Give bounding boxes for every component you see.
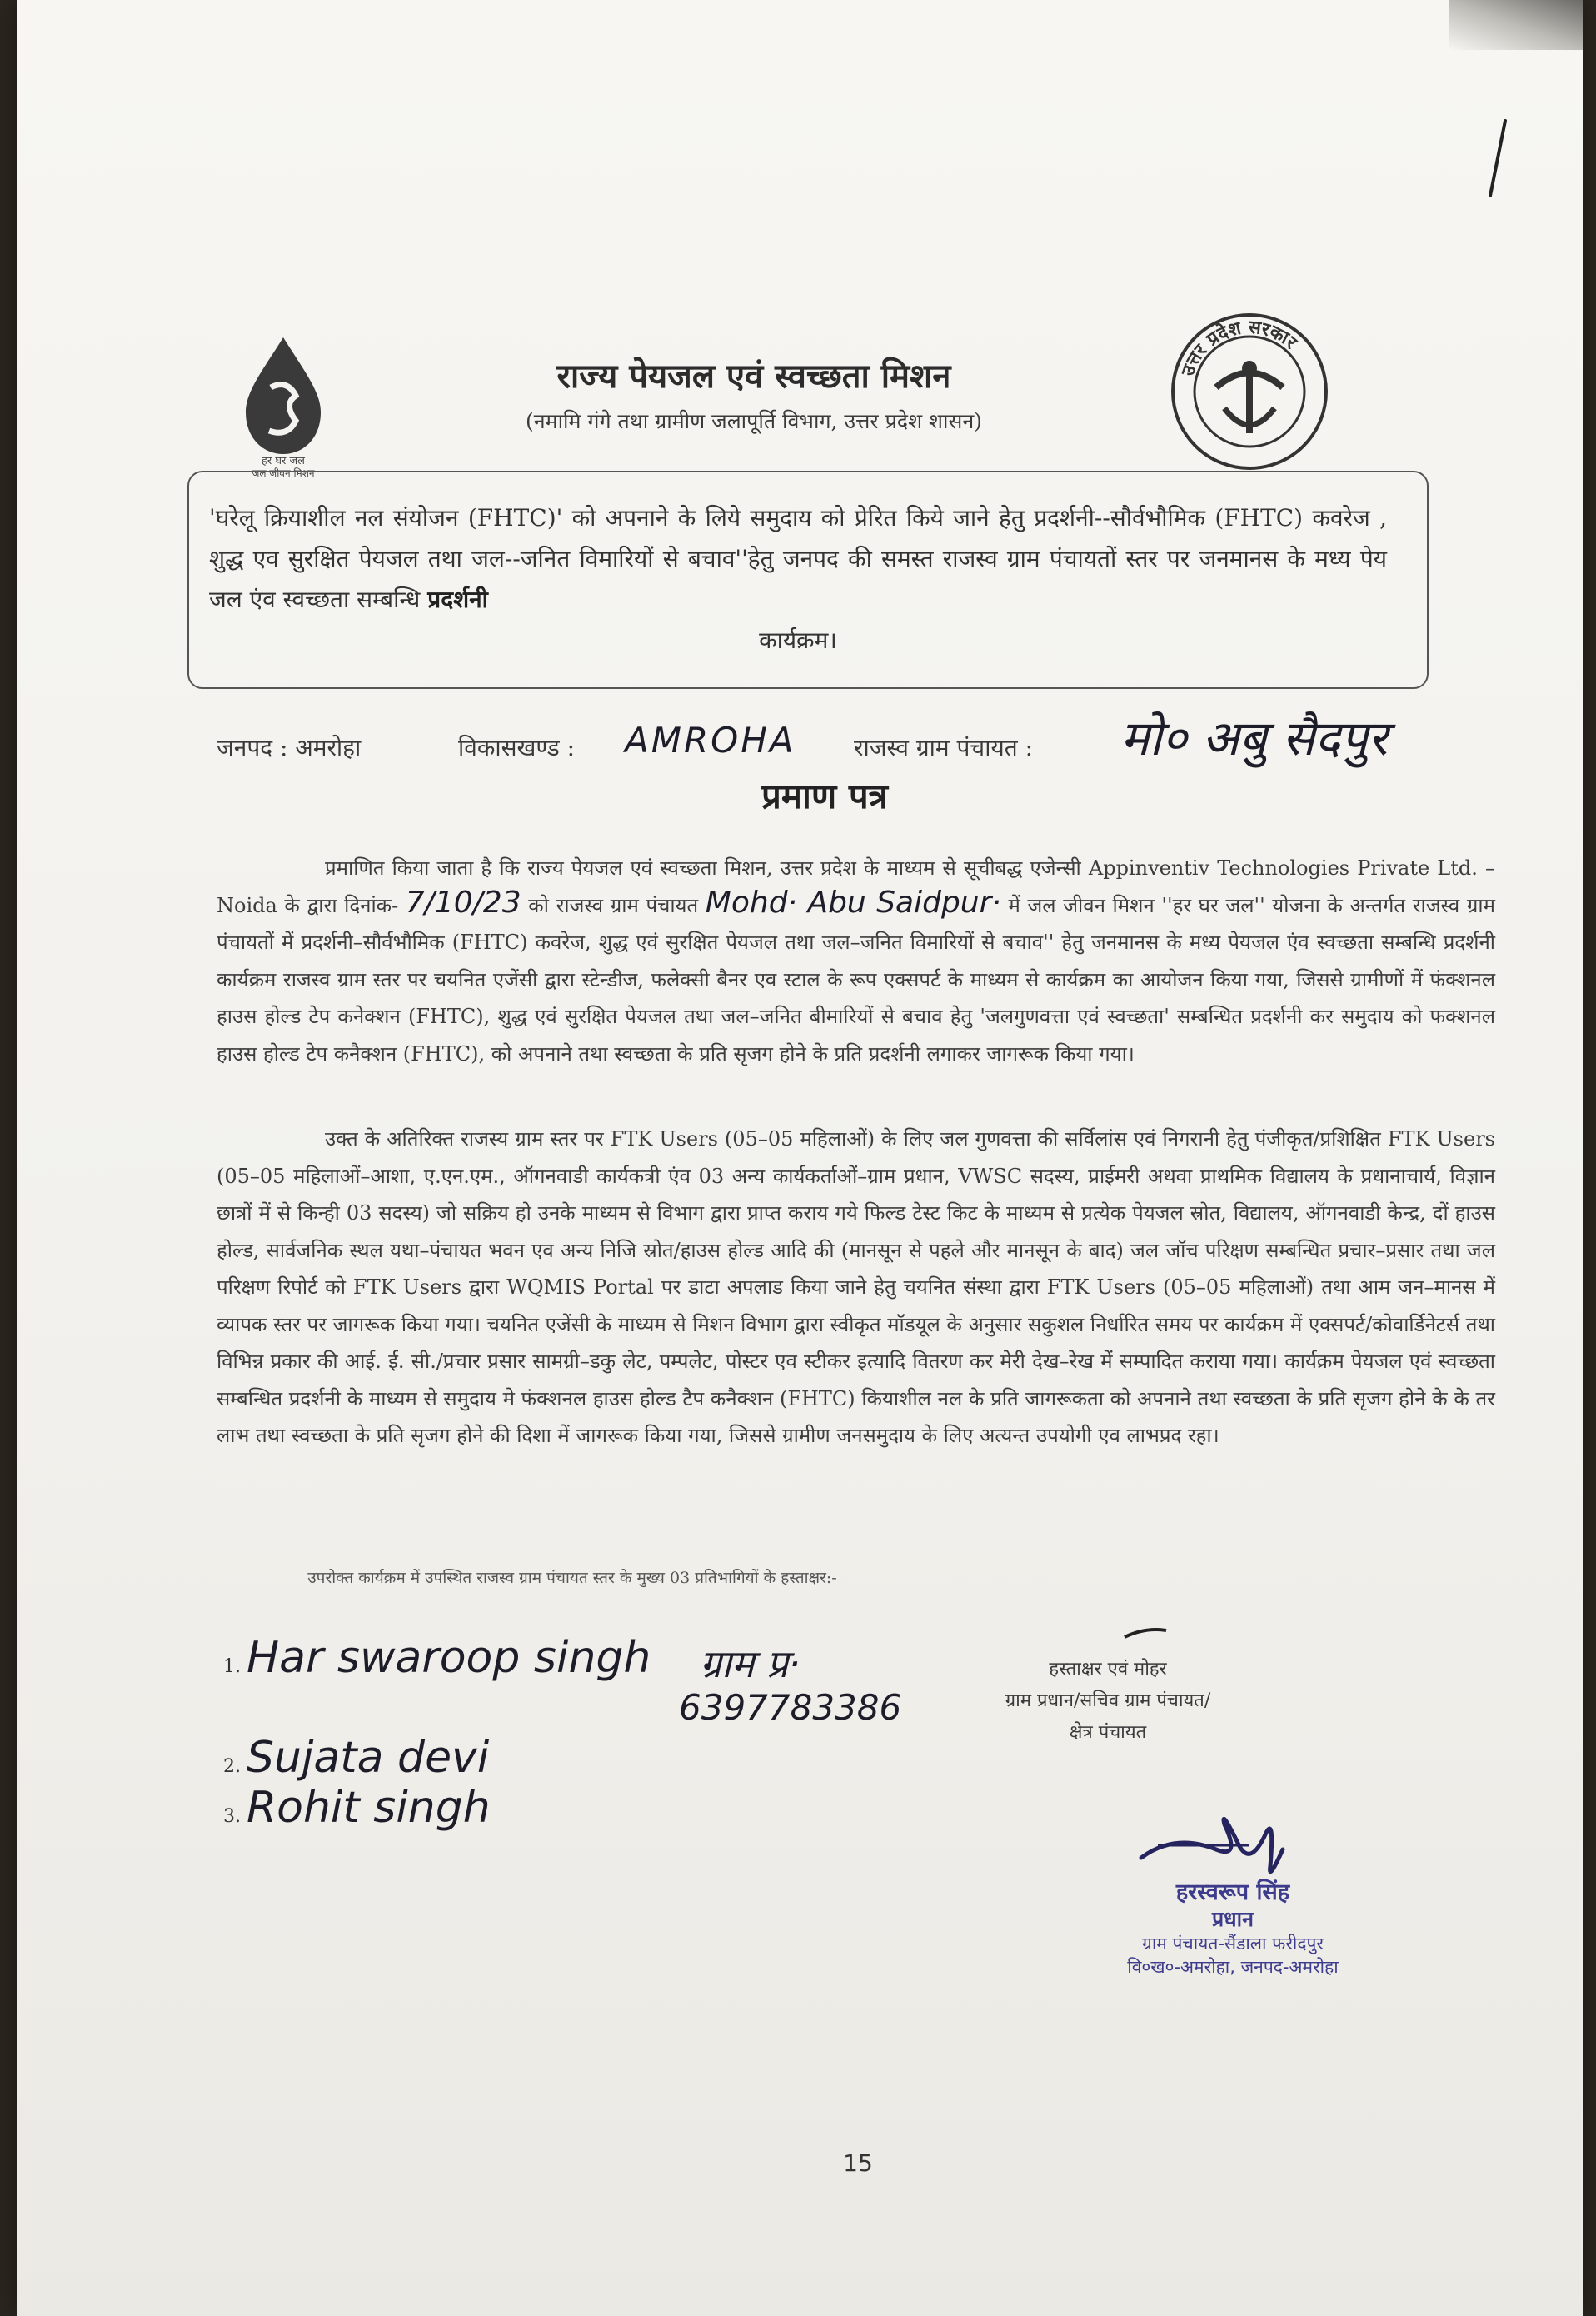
village-name: Mohd· Abu Saidpur· — [705, 885, 1001, 920]
stamp-line-2: ग्राम प्रधान/सचिव ग्राम पंचायत/ — [1005, 1690, 1211, 1711]
panchayat-label: राजस्व ग्राम पंचायत : — [854, 734, 1033, 761]
participant-2-name: Sujata devi — [247, 1733, 490, 1783]
stamp-line-1: हस्ताक्षर एवं मोहर — [1049, 1659, 1167, 1680]
seal-name: हरस्वरूप सिंह — [1175, 1879, 1290, 1905]
logo-caption-2: जल जीवन मिशन — [252, 467, 315, 479]
pradhan-signature — [1125, 1799, 1316, 1891]
logo-caption-1: हर घर जल — [262, 455, 305, 467]
block-value: AMROHA — [625, 720, 796, 761]
jal-jeevan-mission-logo — [204, 329, 362, 479]
program-description: 'घरेलू क्रियाशील नल संयोजन (FHTC)' को अपनाने के लिये समुदाय को प्रेरित किये जाने हेतु प्रदर्शनी--सौर्वभौमिक (FHTC) कवरेज , शुद्ध एव सुरक्षित पेयजल तथा जल--जनित विमारियों से बचाव''हेतु जनपद की समस्त राजस्व ग्राम पंचायतों स्तर पर जनमानस के मध्य पेय जल एंव स्वच्छता सम्बन्धि — [209, 504, 1387, 613]
participant-2-number: 2. — [223, 1756, 241, 1777]
p1-text-a: प्रमाणित किया जाता है कि राज्य पेयजल एवं स्वच्छता मिशन, उत्तर प्रदेश के माध्यम से सूचीबद्ध एजेन्सी Appinventiv Technologies Private Ltd. – Noida के द्वारा दिनांक- — [217, 856, 1495, 917]
participant-1-name: Har swaroop singh — [247, 1633, 651, 1683]
participant-3 — [223, 1783, 491, 1833]
district-label: जनपद : अमरोहा — [217, 734, 362, 761]
svg-text:उत्तर प्रदेश सरकार — [1177, 317, 1302, 380]
participants-note: उपरोक्त कार्यक्रम में उपस्थित राजस्व ग्राम पंचायत स्तर के मुख्य 03 प्रतिभागियों के हस्ताक्षर:- — [307, 1569, 837, 1587]
mission-title: राज्य पेयजल एवं स्वच्छता मिशन — [556, 357, 951, 396]
signature-and-seal-block — [975, 1654, 1241, 1749]
block-label: विकासखण्ड : — [458, 734, 576, 761]
page-number: 15 — [843, 2149, 873, 2177]
participant-1-role: ग्राम प्र· — [700, 1641, 800, 1686]
program-date: 7/10/23 — [405, 885, 521, 920]
participant-1 — [223, 1633, 651, 1683]
program-description-tail: कार्यक्रम। — [759, 626, 837, 654]
location-row — [217, 710, 1499, 771]
seal-title: प्रधान — [1212, 1907, 1254, 1931]
page-corner-shadow — [1449, 0, 1583, 50]
certificate-paragraph-1 — [217, 850, 1495, 1072]
seal-address-1: ग्राम पंचायत-सैंडाला फरीदपुर — [1141, 1934, 1324, 1954]
pradhan-seal — [1050, 1879, 1416, 1979]
up-government-emblem — [1166, 308, 1333, 475]
emblem-text: उत्तर प्रदेश सरकार — [1177, 316, 1302, 379]
mission-subtitle: (नमामि गंगे तथा ग्रामीण जलापूर्ति विभाग, उत्तर प्रदेश शासन) — [525, 409, 983, 433]
program-description-box — [187, 471, 1429, 689]
p1-text-b: को राजस्व ग्राम पंचायत — [528, 893, 699, 917]
stamp-line-3: क्षेत्र पंचायत — [1069, 1722, 1147, 1743]
certificate-title: प्रमाण पत्र — [761, 776, 888, 816]
participant-1-number: 1. — [223, 1656, 241, 1677]
pen-tick-mark — [1480, 117, 1514, 200]
participant-3-name: Rohit singh — [247, 1783, 491, 1833]
participant-2 — [223, 1733, 489, 1783]
p1-text-c: में जल जीवन मिशन ''हर घर जल'' योजना के अन्तर्गत राजस्व ग्राम पंचायतों में प्रदर्शनी–सौर्वभौमिक (FHTC) कवरेज, शुद्ध एवं सुरक्षित पेयजल तथा जल–जनित विमारियों से बचाव'' हेतु जनमानस के मध्य पेयजल एंव स्वच्छता सम्बन्धि प्रदर्शनी कार्यक्रम राजस्व ग्राम स्तर पर चयनित एजेंसी द्वारा स्टेन्डीज, फलेक्सी बैनर एव स्टाल के रूप एक्सपर्ट के माध्यम से कार्यक्रम का आयोजन किया गया, जिससे ग्रामीणों में फंक्शनल हाउस होल्ड टेप कनेक्शन (FHTC), शुद्ध एवं सुरक्षित पेयजल तथा जल–जनित बीमारियों से बचाव हेतु 'जलगुणवत्ता एवं स्वच्छता' सम्बन्धित प्रदर्शनी कर समुदाय को फक्शनल हाउस होल्ड टेप कनैक्शन (FHTC), को अपनाने तथा स्वच्छता के प्रति सृजग होने के प्रति प्रदर्शनी लगाकर जागरूक किया गया। — [217, 893, 1495, 1066]
panchayat-value: मो० अबु सैदपुर — [1120, 710, 1388, 766]
pen-mark — [1120, 1620, 1170, 1645]
participant-3-number: 3. — [223, 1806, 241, 1827]
participant-1-phone: 6397783386 — [679, 1687, 902, 1728]
document-page — [17, 0, 1583, 2316]
program-description-bold: प्रदर्शनी — [427, 586, 488, 613]
certificate-paragraph-2: उक्त के अतिरिक्त राजस्य ग्राम स्तर पर FTK Users (05–05 महिलाओं) के लिए जल गुणवत्ता की सर्विलांस एवं निगरानी हेतु पंजीकृत/प्रशिक्षित FTK Users (05–05 महिलाओं–आशा, ए.एन.एम., ऑगनवाडी कार्यकत्री एंव 03 अन्य कार्यकर्ताओं–ग्राम प्रधान, VWSC सदस्य, प्राईमरी अथवा प्राथमिक विद्यालय के प्रधानाचार्य, विज्ञान छात्रों में से किन्ही 03 सदस्य) जो सक्रिय हो उनके माध्यम से विभाग द्वारा प्राप्त कराय गये फिल्ड टेस्ट किट के माध्यम से प्रत्येक पेयजल स्रोत, विद्यालय, ऑगनवाडी केन्द्र, दों हाउस होल्ड, सार्वजनिक स्थल यथा–पंचायत भवन एव अन्य निजि स्रोत/हाउस होल्ड आदि की (मानसून से पहले और मानसून के बाद) जल जॉच परिक्षण सम्बन्धित प्रचार–प्रसार तथा जल परिक्षण रिपोर्ट को FTK Users द्वारा WQMIS Portal पर डाटा अपलाड किया जाने हेतु चयनित संस्था द्वारा FTK Users (05–05 महिलाओं) तथा आम जन–मानस में व्यापक स्तर पर जागरूक किया गया। चयनित एजेंसी के माध्यम से मिशन विभाग द्वारा स्वीकृत मॉडयूल के अनुसार सकुशल निर्धारित समय पर कार्यक्रम में एक्सपर्ट/कोवार्डिनेटर्स तथा विभिन्न प्रकार की आई. ई. सी./प्रचार प्रसार सामग्री–डकु लेट, पम्पलेट, पोस्टर एव स्टीकर इत्यादि वितरण कर मेरी देख–रेख में सम्पादित कराया गया। कार्यक्रम पेयजल एवं स्वच्छता सम्बन्धित प्रदर्शनी के माध्यम से समुदाय मे फंक्शनल हाउस होल्ड टैप कनैक्शन (FHTC) कियाशील नल के प्रति जागरूकता को अपनाने तथा स्वच्छता के प्रति सृजग होने के के तर लाभ तथा स्वच्छता के प्रति सृजग होने की दिशा में जागरूक किया गया, जिससे ग्रामीण जनसमुदाय के लिए अत्यन्त उपयोगी एव लाभप्रद रहा। — [217, 1127, 1495, 1447]
seal-address-2: वि०ख०-अमरोहा, जनपद-अमरोहा — [1127, 1957, 1339, 1977]
